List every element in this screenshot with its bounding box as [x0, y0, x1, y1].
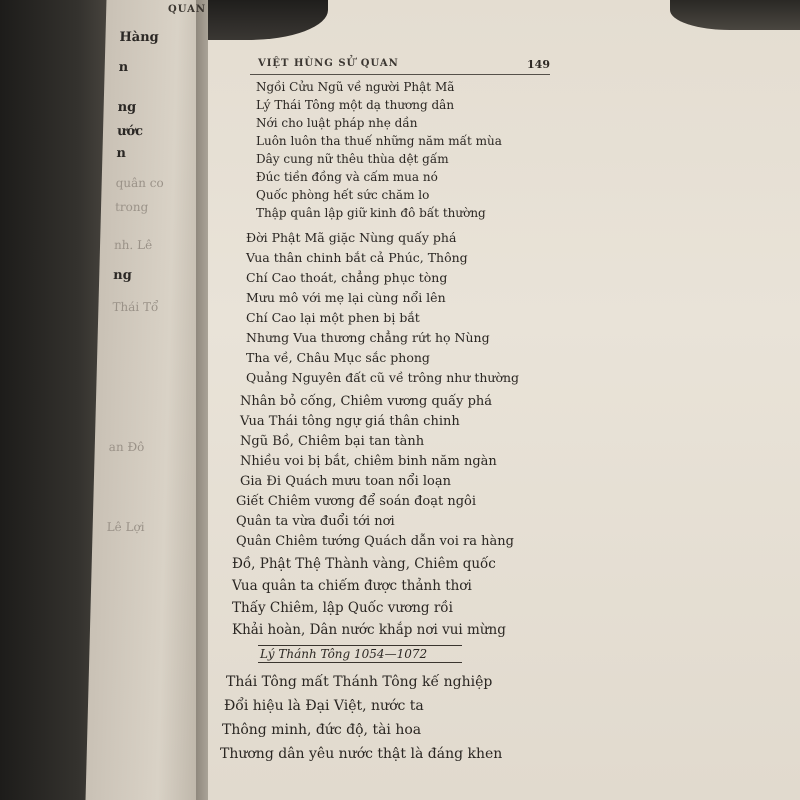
- left-running-head: QUAN: [168, 4, 207, 15]
- verse-line: Đời Phật Mã giặc Nùng quấy phá: [246, 230, 457, 245]
- verse-line: Chí Cao lại một phen bị bắt: [246, 310, 420, 325]
- left-page-fragment: an Đô: [108, 440, 145, 454]
- left-page-fragment: Thái Tổ: [112, 300, 159, 314]
- section-heading: Lý Thánh Tông 1054—1072: [258, 645, 462, 663]
- verse-line: Nhân bỏ cống, Chiêm vương quấy phá: [240, 394, 493, 409]
- verse-line: Chí Cao thoát, chẳng phục tòng: [246, 270, 448, 285]
- verse-line: Nhiều voi bị bắt, chiêm binh năm ngàn: [240, 454, 497, 469]
- verse-line: Vua quân ta chiếm được thảnh thơi: [232, 578, 472, 594]
- left-page-fragment: n: [116, 146, 127, 161]
- running-head-title: VIỆT HÙNG SỬ QUAN: [258, 58, 399, 69]
- left-page-fragment: nh. Lê: [113, 238, 153, 252]
- verse-line: Quốc phòng hết sức chăm lo: [256, 188, 430, 202]
- left-page-fragment: trong: [114, 200, 149, 214]
- verse-line: Mưu mô với mẹ lại cùng nổi lên: [246, 290, 446, 305]
- left-page-fragment: ước: [116, 124, 144, 139]
- verse-line: Nới cho luật pháp nhẹ dần: [256, 116, 418, 130]
- verse-line: Đồ, Phật Thệ Thành vàng, Chiêm quốc: [232, 556, 496, 572]
- verse-line: Ngũ Bồ, Chiêm bại tan tành: [240, 434, 425, 449]
- verse-line: Thương dân yêu nước thật là đáng khen: [220, 746, 503, 762]
- verse-line: Vua thân chinh bắt cả Phúc, Thông: [246, 250, 468, 265]
- verse-line: Thấy Chiêm, lập Quốc vương rồi: [232, 600, 453, 616]
- left-page-fragment: Lê Lợi: [106, 520, 145, 534]
- verse-line: Lý Thái Tông một dạ thương dân: [256, 98, 455, 112]
- verse-line: Ngồi Cửu Ngũ về người Phật Mã: [256, 80, 455, 94]
- left-page-fragment: ng: [117, 100, 137, 115]
- left-page-fragment: Hàng: [119, 30, 159, 45]
- verse-line: Thông minh, đức độ, tài hoa: [222, 722, 422, 738]
- verse-line: Thái Tông mất Thánh Tông kế nghiệp: [226, 674, 493, 690]
- left-page-fragment: n: [118, 60, 129, 75]
- verse-line: Nhưng Vua thương chẳng rứt họ Nùng: [246, 330, 490, 345]
- verse-line: Vua Thái tông ngự giá thân chinh: [240, 414, 460, 429]
- verse-line: Gia Đi Quách mưu toan nổi loạn: [240, 474, 452, 489]
- verse-line: Dây cung nữ thêu thùa dệt gấm: [256, 152, 449, 166]
- verse-line: Giết Chiêm vương để soán đoạt ngôi: [236, 494, 477, 509]
- verse-line: Thập quân lập giữ kinh đô bất thường: [256, 206, 486, 220]
- verse-line: Khải hoàn, Dân nước khắp nơi vui mừng: [232, 622, 506, 638]
- verse-line: Quân Chiêm tướng Quách dẫn voi ra hàng: [236, 534, 514, 549]
- verse-line: Tha về, Châu Mục sắc phong: [246, 350, 430, 365]
- verse-line: Đổi hiệu là Đại Việt, nước ta: [224, 698, 424, 714]
- verse-line: Quảng Nguyên đất cũ về trông như thường: [246, 370, 520, 385]
- left-page-fragment: quân co: [115, 176, 164, 190]
- verse-line: Quân ta vừa đuổi tới nơi: [236, 514, 395, 529]
- verse-line: Đúc tiền đồng và cấm mua nó: [256, 170, 438, 184]
- left-page-fragment: ng: [113, 268, 133, 283]
- verse-line: Luôn luôn tha thuế những năm mất mùa: [256, 134, 502, 148]
- page-number: 149: [527, 58, 550, 71]
- running-header: [250, 58, 550, 75]
